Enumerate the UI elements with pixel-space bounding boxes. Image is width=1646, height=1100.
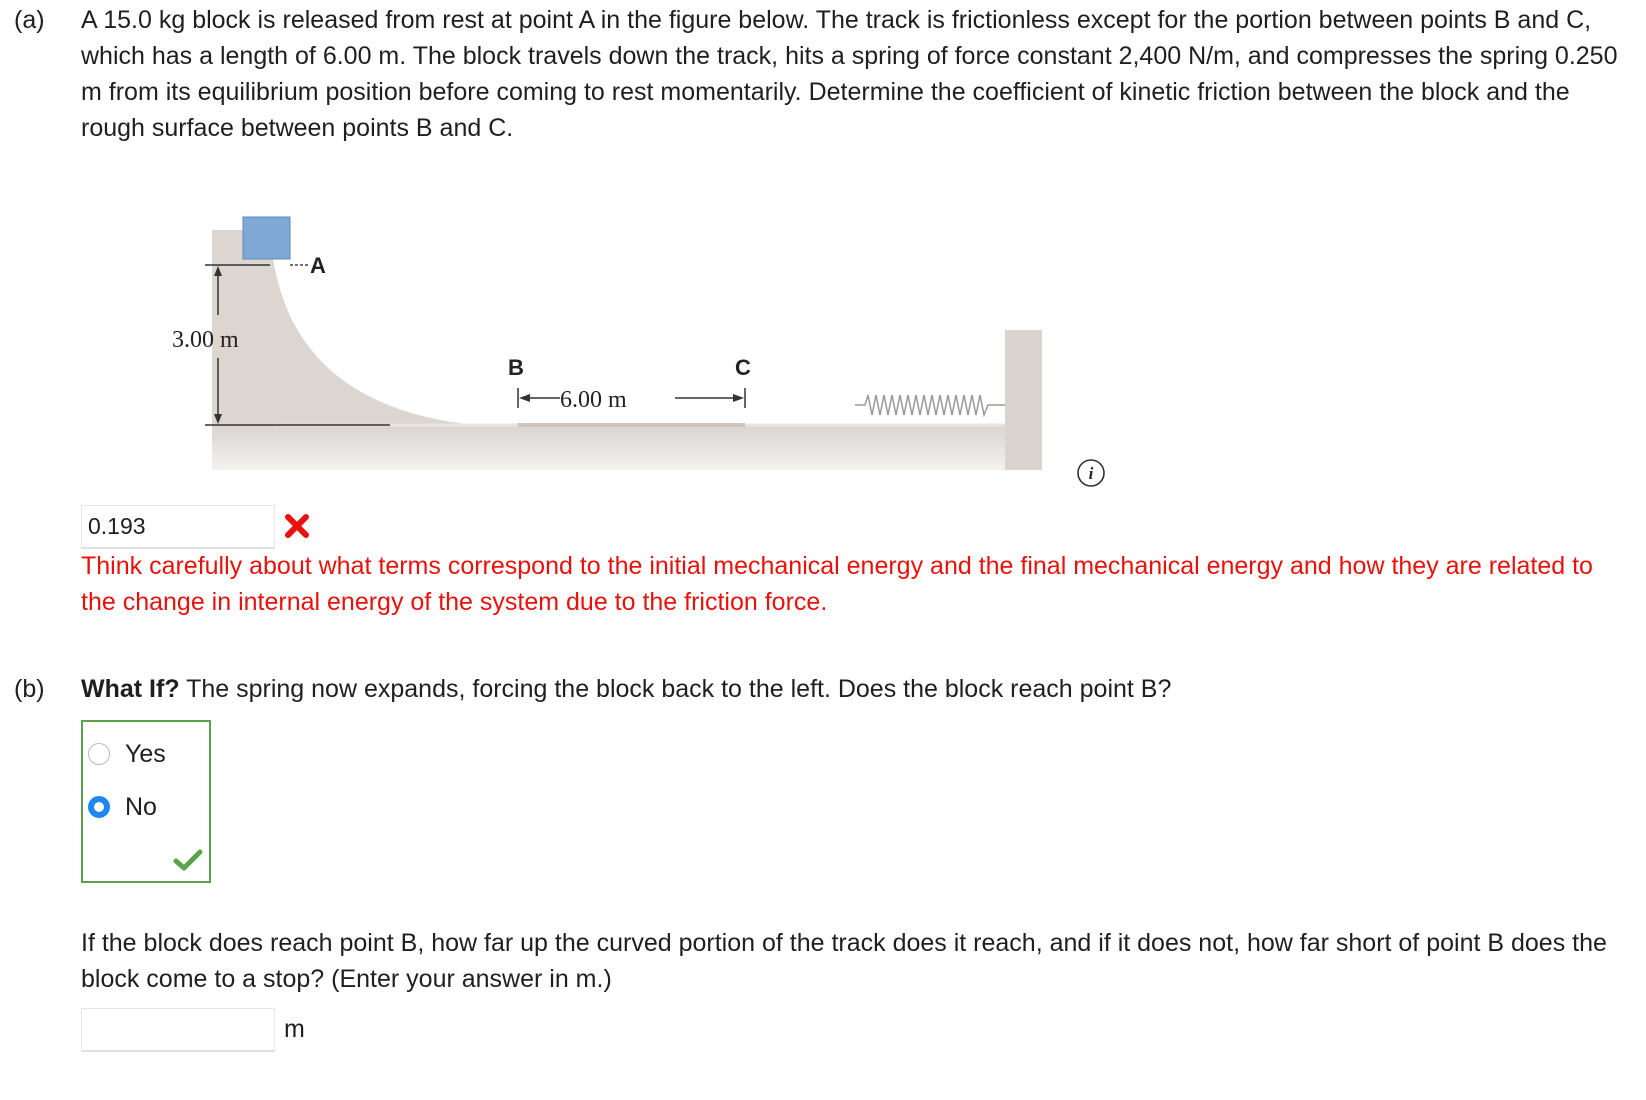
length-label: 6.00 m — [560, 387, 627, 413]
part-a-question: A 15.0 kg block is released from rest at point A in the figure below. The track is frictionless except for the portion between points B and C, which has a length of 6.00 m. The block travels down the track, hits a spring of force constant 2,400 N/m, and compresses the spring 0.250 m from its equilibrium position before coming to rest momentarily. Determine the coefficient of kinetic friction between the block and the rough surface between points B and C. — [81, 6, 1618, 142]
spring — [855, 395, 1005, 415]
info-icon[interactable] — [1076, 458, 1106, 488]
svg-text:i: i — [1088, 464, 1094, 483]
part-b-answer-input[interactable] — [81, 1008, 275, 1052]
label-a: A — [310, 253, 326, 278]
choice-box — [81, 720, 211, 883]
unit-label: m — [284, 1015, 305, 1043]
choice-yes-label: Yes — [125, 739, 166, 768]
block — [243, 217, 290, 259]
part-a-feedback: Think carefully about what terms correspond to the initial mechanical energy and the final mechanical energy and how they are related to the change in internal energy of the system due to the friction force. — [81, 552, 1593, 616]
label-c: C — [735, 355, 751, 380]
choice-no-label: No — [125, 792, 157, 821]
incorrect-x-icon — [283, 512, 311, 540]
height-label: 3.00 m — [172, 327, 239, 353]
radio-yes[interactable] — [88, 743, 110, 765]
radio-no[interactable] — [88, 796, 110, 818]
label-b: B — [508, 355, 524, 380]
part-a-answer-input[interactable]: 0.193 — [81, 505, 275, 549]
end-wall — [1005, 330, 1042, 470]
length-arrowhead-left — [519, 394, 530, 402]
length-arrowhead-right — [733, 394, 744, 402]
part-a-label: (a) — [14, 6, 45, 34]
correct-check-icon — [173, 848, 203, 872]
part-b-question-text: The spring now expands, forcing the block back to the left. Does the block reach point B? — [179, 675, 1172, 703]
part-b-followup-question: If the block does reach point B, how far up the curved portion of the track does it reach, and if it does not, how far short of point B does the block come to a stop? (Enter your answer in m.) — [81, 929, 1607, 993]
part-b-question — [81, 671, 1621, 707]
choice-yes[interactable] — [88, 739, 166, 769]
part-b-label: (b) — [14, 675, 45, 703]
what-if-label: What If? — [81, 675, 180, 703]
choice-no[interactable] — [88, 792, 157, 822]
floor-shadow — [212, 425, 1042, 470]
track-figure — [150, 210, 1090, 480]
